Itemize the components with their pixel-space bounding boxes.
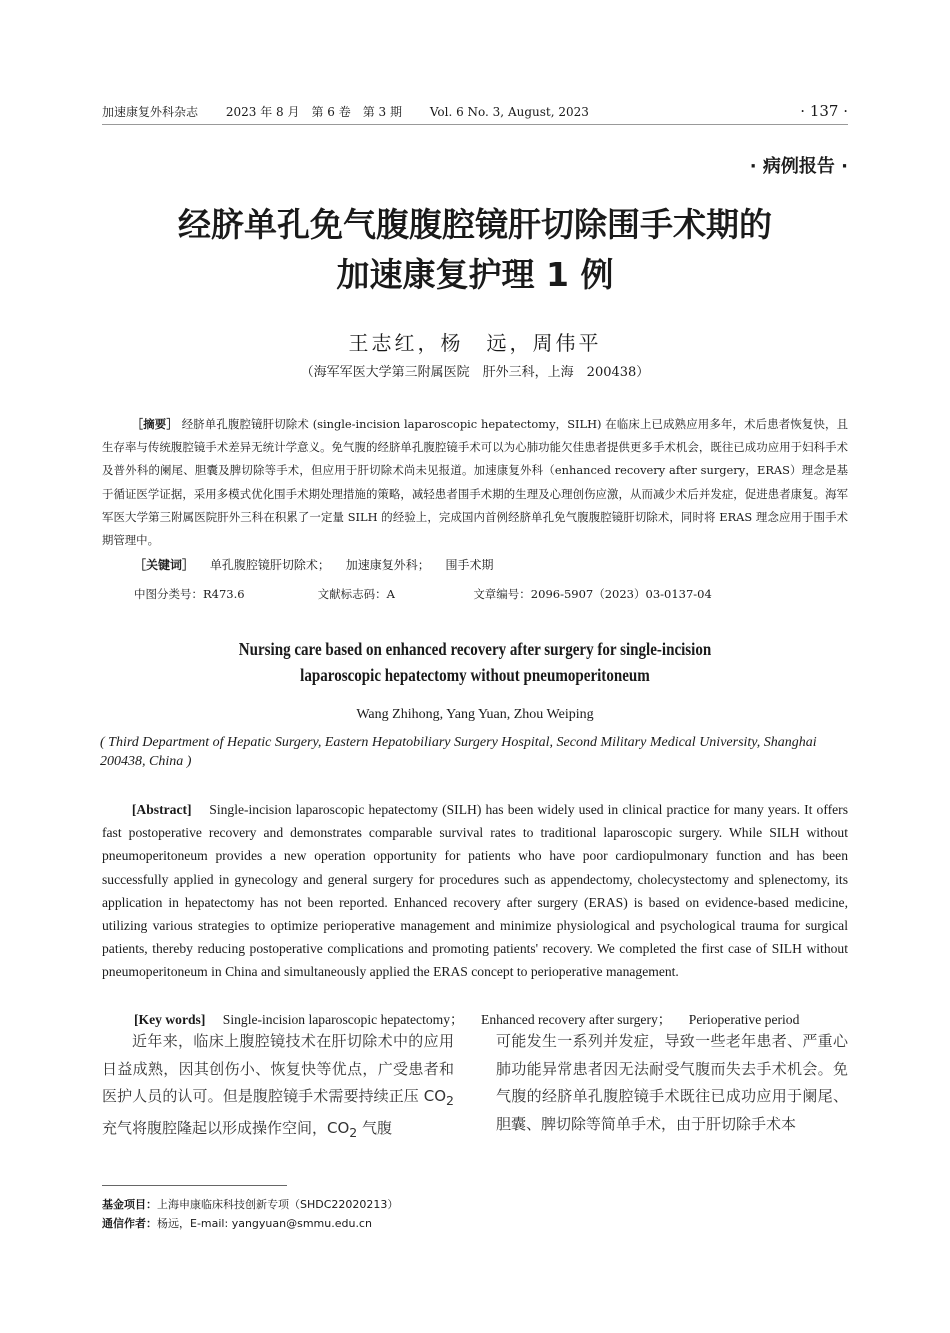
keyword-cn-3: 围手术期 [445,558,494,572]
funding-label: 基金项目： [102,1198,157,1211]
title-cn-line2: 加速康复护理 1 例 [336,255,614,294]
page-number: · 137 · [800,102,848,120]
body-left-part2: 充气将腹腔隆起以形成操作空间，CO [102,1118,350,1137]
abstract-en-label: [Abstract] [131,802,192,817]
running-header [102,98,848,125]
article-number: 文章编号：2096-5907（2023）03-0137-04 [473,587,712,601]
issue-cn: 2023 年 8 月 第 6 卷 第 3 期 [225,105,402,119]
keyword-en-1: Single-incision laparoscopic hepatectomy； [222,1012,464,1027]
keywords-cn-label: ［关键词］ [134,558,195,572]
abstract-en [102,798,848,984]
body-text [102,1028,848,1146]
authors-en: Wang Zhihong, Yang Yuan, Zhou Weiping [356,707,594,722]
title-cn-line1: 经脐单孔免气腹腹腔镜肝切除围手术期的 [178,205,772,244]
affiliation-cn: （海军军医大学第三附属医院 肝外三科，上海 200438） [300,365,650,380]
abstract-en-text: Single-incision laparoscopic hepatectomy (SILH) has been widely used in clinical practice for many years. It offers fast postoperative recovery and demonstrates comparable survival rates to traditional laparoscopic surgery. While SILH without pneumoperitoneum provides a new operation opportunity for patients who have poor cardiopulmonary function and has been successfully applied in gynecology and general surgery for procedures such as appendectomy, cholecystectomy and splenectomy, its application in hepatectomy has not been reported. Enhanced recovery after surgery (ERAS) is based on evidence-based medicine, utilizing various strategies to optimize perioperative management and minimize physiological and psychological trauma for surgical patients, thereby reducing postoperative complications and promoting patients' recovery. We completed the first case of SILH without pneumoperitoneum in China and simultaneously applied the ERAS concept to perioperative management. [102,802,848,980]
authors-cn: 王志红，杨 远，周伟平 [348,331,602,355]
body-left-part3: 气腹 [357,1118,393,1137]
issue-en: Vol. 6 No. 3, August, 2023 [429,105,589,119]
clc-number: 中图分类号：R473.6 [134,587,245,601]
funding-text: 上海申康临床科技创新专项（SHDC22020213） [157,1198,399,1211]
keywords-cn [134,556,848,573]
keywords-en-label: [Key words] [134,1012,206,1027]
corresponding-label: 通信作者： [102,1217,157,1230]
title-en [67,636,884,688]
abstract-cn-text: 经脐单孔腹腔镜肝切除术 (single-incision laparoscopic hepatectomy，SILH) 在临床上已成熟应用多年，术后患者恢复快，且生存率与传统腹腔镜手术差异无统计学意义。免气腹的经脐单孔腹腔镜手术可以为心肺功能欠佳患者提供更多手术机会，既往已成功应用于妇科手术及普外科的阑尾、胆囊及脾切除等手术，但应用于肝切除术尚未见报道。加速康复外科（enhanced recovery after surgery，ERAS）理念是基于循证医学证据，采用多模式优化围手术期处理措施的策略，减轻患者围手术期的生理及心理创伤应激，从而减少术后并发症，促进患者康复。海军军医大学第三附属医院肝外三科在积累了一定量 SILH 的经验上，完成国内首例经脐单孔免气腹腹腔镜肝切除术，同时将 ERAS 理念应用于围手术期管理中。 [102,417,848,548]
funding-note [102,1195,398,1214]
corresponding-text: 杨远，E-mail: yangyuan@smmu.edu.cn [157,1217,372,1230]
abstract-cn-label: ［摘要］ [131,417,178,431]
affiliation-en: ( Third Department of Hepatic Surgery, Eastern Hepatobiliary Surgery Hospital, Second Military Medical University, Shanghai 200438, China ) [100,735,817,769]
title-en-line1: Nursing care based on enhanced recovery after surgery for single-incision [238,639,712,659]
abstract-cn [102,413,848,552]
keyword-cn-2: 加速康复外科； [345,558,430,572]
footnotes [102,1195,398,1233]
journal-info [102,103,589,120]
document-code: 文献标志码：A [317,587,395,601]
section-label: · 病例报告 · [749,156,848,177]
classification-cn [134,586,848,602]
title-cn [0,200,950,300]
body-left-part1: 近年来，临床上腹腔镜技术在肝切除术中的应用日益成熟，因其创伤小、恢复快等优点，广受患者和医护人员的认可。但是腹腔镜手术需要持续正压 CO [102,1032,454,1105]
title-en-line2: laparoscopic hepatectomy without pneumoperitoneum [300,665,650,685]
keyword-cn-1: 单孔腹腔镜肝切除术； [209,558,330,572]
footnote-divider [102,1185,287,1186]
keyword-en-3: Perioperative period [688,1012,800,1027]
body-column-left [102,1028,454,1146]
keyword-en-2: Enhanced recovery after surgery； [481,1012,672,1027]
co2-subscript-2: 2 [349,1124,358,1140]
corresponding-author-note [102,1214,398,1233]
keywords-en [134,1008,848,1028]
co2-subscript-1: 2 [446,1093,454,1108]
journal-name: 加速康复外科杂志 [102,105,199,119]
body-column-right: 可能发生一系列并发症，导致一些老年患者、严重心肺功能异常患者因无法耐受气腹而失去手术机会。免气腹的经脐单孔腹腔镜手术既往已成功应用于阑尾、胆囊、脾切除等简单手术，由于肝切除手术本 [496,1032,848,1133]
